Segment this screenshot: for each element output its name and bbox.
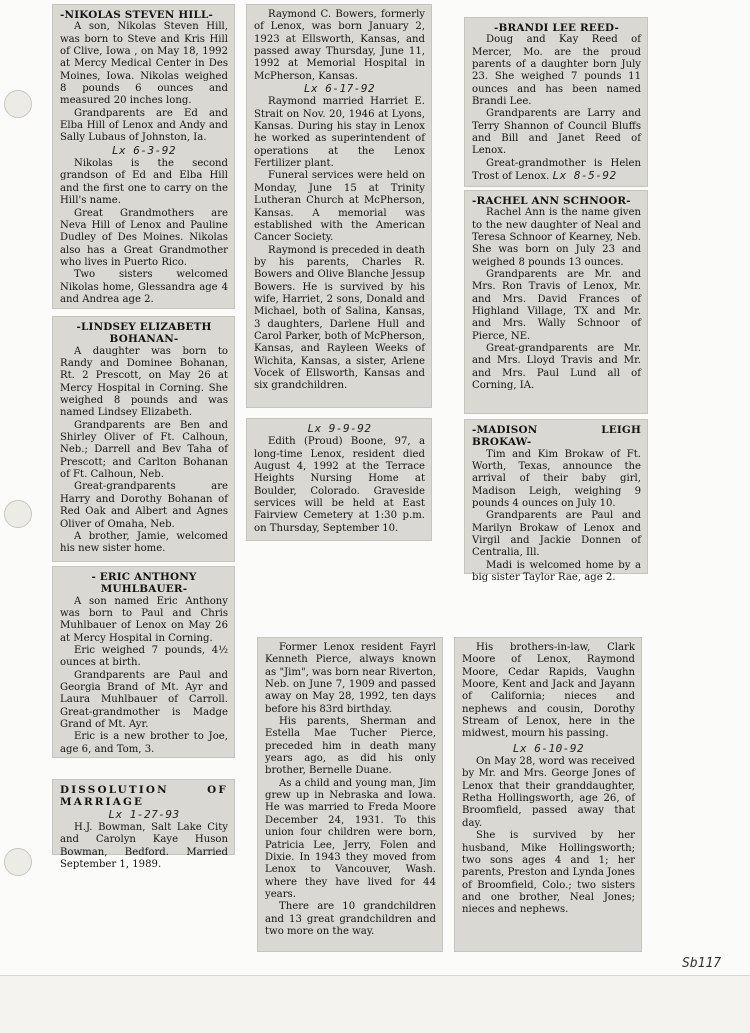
binder-hole	[4, 500, 32, 528]
clipping-lindsey-bohanan	[52, 316, 235, 562]
paragraph: Grandparents are Larry and Terry Shannon of Council Bluffs and Bill and Janet Reed of Lenox.	[472, 108, 641, 157]
paragraph: Doug and Kay Reed of Mercer, Mo. are the proud parents of a daughter born July 23. She weighed 7 pounds 11 ounces and has been named Brandi Lee.	[472, 34, 641, 108]
clipping-nikolas-hill	[52, 4, 235, 309]
binder-hole	[4, 848, 32, 876]
paragraph: Eric is a new brother to Joe, age 6, and Tom, 3.	[60, 731, 228, 755]
paragraph: Grandparents are Mr. and Mrs. Ron Travis of Lenox, Mr. and Mrs. David Frances of Highland Village, TX and Mr. and Mrs. Wally Schnoor of Pierce, NE.	[472, 269, 641, 342]
paragraph: Great-grandparents are Mr. and Mrs. Lloyd Travis and Mr. and Mrs. Paul Lund all of Corning, IA.	[472, 343, 641, 392]
paragraph: His brothers-in-law, Clark Moore of Lenox, Raymond Moore, Cedar Rapids, Vaughn Moore, Kent and Jack and Jayann of California; nieces and nephews and cousin, Dorothy Stream of Lenox, here in the midwest, mourn his passing.	[462, 642, 635, 740]
paragraph: On May 28, word was received by Mr. and Mrs. George Jones of Lenox that their granddaughter, Retha Hollingsworth, age 26, of Broomfield, passed away that day.	[462, 756, 635, 829]
paragraph: She is survived by her husband, Mike Hollingsworth; two sons ages 4 and 1; her parents, Preston and Lynda Jones of Broomfield, Colo.; two sisters and one brother, Neal Jones; nieces and nephews.	[462, 830, 635, 916]
clipping-heading: -MADISON LEIGH BROKAW-	[472, 424, 641, 449]
clipping-eric-muhlbauer	[52, 566, 235, 758]
paragraph: Madi is welcomed home by a big sister Taylor Rae, age 2.	[472, 559, 641, 584]
clipping-dissolution	[52, 779, 235, 871]
paragraph: A brother, Jamie, welcomed his new sister home.	[60, 530, 228, 555]
paragraph: A son, Nikolas Steven Hill, was born to Steve and Kris Hill of Clive, Iowa , on May 18, 1992 at Mercy Medical Center in Des Moines, Iowa. Nikolas weighed 8 pounds 6 ounces and measured 20 inches long.	[60, 21, 228, 107]
paragraph: Rachel Ann is the name given to the new daughter of Neal and Teresa Schnoor of Kearney, Neb. She was born on July 23 and weighed 8 pounds 13 ounces.	[472, 207, 641, 268]
clipping-heading: DISSOLUTION OF MARRIAGE	[60, 784, 228, 809]
paragraph: Funeral services were held on Monday, June 15 at Trinity Lutheran Church at McPherson, Kansas. A memorial was established with the American Cancer Society.	[254, 170, 425, 244]
paragraph: A son named Eric Anthony was born to Paul and Chris Muhlbauer of Lenox on May 26 at Mercy Hospital in Corning.	[60, 595, 228, 644]
paragraph: Raymond C. Bowers, formerly of Lenox, was born January 2, 1923 at Ellsworth, Kansas, and passed away Thursday, June 11, 1992 at Memorial Hospital in McPherson, Kansas.	[254, 9, 425, 82]
page-number-mark: Sb117	[682, 956, 722, 971]
handwritten-date: Lx 6-3-92	[111, 143, 177, 157]
clipping-jim-pierce	[257, 637, 443, 952]
handwritten-date: Lx 9-9-92	[307, 422, 372, 435]
clipping-heading: -RACHEL ANN SCHNOOR-	[472, 195, 631, 207]
paragraph: Great-grandparents are Harry and Dorothy Bohanan of Red Oak and Albert and Agnes Oliver of Omaha, Neb.	[60, 481, 228, 530]
clipping-heading: -LINDSEY ELIZABETH BOHANAN-	[76, 321, 212, 346]
paragraph: Edith (Proud) Boone, 97, a long-time Lenox, resident died August 4, 1992 at the Terrace Heights Nursing Home at Boulder, Colorado. Graveside services will be held at East Fairview Cemetery at 1:30 p.m. on Thursday, September 10.	[254, 436, 425, 534]
clipping-madison-brokaw	[464, 419, 648, 584]
paragraph: Eric weighed 7 pounds, 4½ ounces at birth.	[60, 645, 228, 669]
clipping-rachel-schnoor	[464, 190, 648, 414]
paragraph: Great-grandmother is Helen Trost of Lenox. Lx 8-5-92	[472, 157, 641, 183]
paragraph: His parents, Sherman and Estella Mae Tucher Pierce, preceded him in death many years ago, as did his only brother, Bernelle Duane.	[265, 716, 436, 777]
paragraph: Nikolas is the second grandson of Ed and Elba Hill and the first one to carry on the Hill's name.	[60, 158, 228, 207]
clipping-heading: -NIKOLAS STEVEN HILL-	[60, 9, 214, 21]
paragraph: Raymond married Harriet E. Strait on Nov. 20, 1946 at Lyons, Kansas. During his stay in Lenox he worked as superintendent of operations at the Lenox Fertilizer plant.	[254, 96, 425, 170]
clipping-brandi-reed	[464, 17, 648, 187]
paragraph: Grandparents are Paul and Georgia Brand of Mt. Ayr and Laura Muhlbauer of Carroll. Great-grandmother is Madge Grand of Mt. Ayr.	[60, 669, 228, 731]
handwritten-date: Lx 6-10-92	[512, 741, 585, 755]
paragraph: Grandparents are Ben and Shirley Oliver of Ft. Calhoun, Neb.; Darrell and Bev Taha of Prescott; and Carlton Bohanan of Ft. Calhoun, Neb.	[60, 419, 228, 481]
clipping-edith-boone	[246, 418, 432, 541]
binder-hole	[4, 90, 32, 118]
paragraph: A daughter was born to Randy and Dominee Bohanan, Rt. 2 Prescott, on May 26 at Mercy Hospital in Corning. She weighed 8 pounds and was named Lindsey Elizabeth.	[60, 345, 228, 419]
paragraph: As a child and young man, Jim grew up in Nebraska and Iowa. He was married to Freda Moore December 24, 1931. To this union four children were born, Patricia Lee, Jerry, Folen and Dixie. In 1943 they moved from Lenox to Vancouver, Wash. where they have lived for 44 years.	[265, 777, 436, 900]
paragraph: Grandparents are Ed and Elba Hill of Lenox and Andy and Sally Lubaus of Johnston, Ia.	[60, 107, 228, 144]
clipping-raymond-bowers	[246, 4, 432, 408]
paragraph: Two sisters welcomed Nikolas home, Glessandra age 4 and Andrea age 2.	[60, 269, 228, 305]
clipping-hollingsworth	[454, 637, 642, 952]
clipping-heading: - ERIC ANTHONY MUHLBAUER-	[91, 571, 197, 596]
paragraph: Tim and Kim Brokaw of Ft. Worth, Texas, announce the arrival of their baby girl, Madison Leigh, weighing 9 pounds 4 ounces on July 10.	[472, 448, 641, 510]
paragraph: Raymond is preceded in death by his parents, Charles R. Bowers and Olive Blanche Jessup Bowers. He is survived by his wife, Harriet, 2 sons, Donald and Michael, both of Salina, Kansas, 3 daughters, Darlene Hull and Carol Parker, both of McPherson, Kansas, and Rayleen Weeks of Wichita, Kansas, a sister, Arlene Vocek of Ellsworth, Kansas and six grandchildren.	[254, 244, 425, 392]
paragraph: Former Lenox resident Fayrl Kenneth Pierce, always known as "Jim", was born near Riverton, Neb. on June 7, 1909 and passed away on May 28, 1992, ten days before his 83rd birthday.	[265, 642, 436, 715]
clipping-heading: -BRANDI LEE REED-	[494, 22, 619, 34]
paragraph: There are 10 grandchildren and 13 great grandchildren and two more on the way.	[265, 901, 436, 937]
handwritten-date: Lx 8-5-92	[552, 169, 617, 183]
handwritten-date: Lx 1-27-93	[108, 807, 180, 821]
paragraph: Grandparents are Paul and Marilyn Brokaw of Lenox and Virgil and Jackie Donnen of Centralia, Ill.	[472, 510, 641, 559]
handwritten-date: Lx 6-17-92	[303, 82, 376, 96]
paragraph: H.J. Bowman, Salt Lake City and Carolyn Kaye Huson Bowman, Bedford. Married September 1, 1989.	[60, 822, 228, 871]
paragraph: Great Grandmothers are Neva Hill of Lenox and Pauline Dudley of Des Moines. Nikolas also has a Great Grandmother who lives in Puerto Rico.	[60, 207, 228, 268]
